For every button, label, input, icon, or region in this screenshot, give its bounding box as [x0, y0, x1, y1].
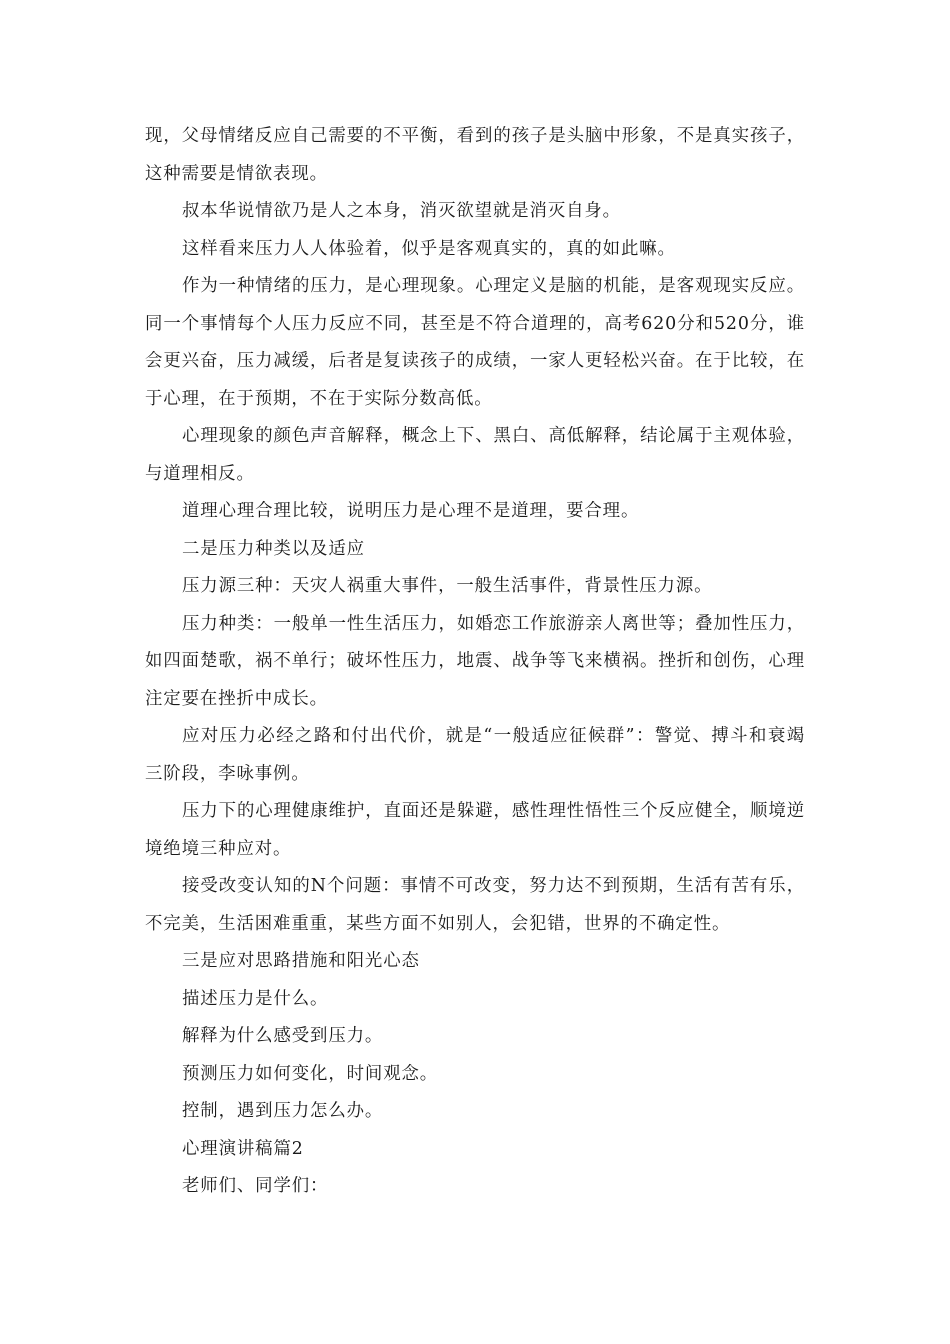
section-heading: 二是压力种类以及适应	[182, 538, 365, 559]
paragraph-continuation: 现，父母情绪反应自己需要的不平衡，看到的孩子是头脑中形象，不是真实孩子，这种需要是情欲表现。	[145, 126, 805, 184]
paragraph: 控制，遇到压力怎么办。	[182, 1101, 384, 1121]
paragraph: 预测压力如何变化，时间观念。	[182, 1063, 439, 1084]
section-heading: 三是应对思路措施和阳光心态	[182, 951, 420, 971]
paragraph: 道理心理合理比较，说明压力是心理不是道理，要合理。	[182, 501, 640, 521]
paragraph: 叔本华说情欲乃是人之本身，消灭欲望就是消灭自身。	[182, 201, 621, 221]
paragraph: 心理现象的颜色声音解释，概念上下、黑白、高低解释，结论属于主观体验，与道理相反。	[145, 426, 805, 484]
paragraph: 描述压力是什么。	[182, 988, 329, 1009]
paragraph: 这样看来压力人人体验着，似乎是客观真实的，真的如此嘛。	[182, 238, 676, 259]
document-body	[145, 118, 805, 1206]
paragraph: 压力源三种：天灾人祸重大事件，一般生活事件，背景性压力源。	[182, 576, 713, 596]
paragraph: 作为一种情绪的压力，是心理现象。心理定义是脑的机能，是客观现实反应。同一个事情每个人压力反应不同，甚至是不符合道理的，高考620分和520分，谁会更兴奋，压力减缓，后者是复读孩子的成绩，一家人更轻松兴奋。在于比较，在于心理，在于预期，不在于实际分数高低。	[145, 276, 805, 409]
paragraph: 压力种类：一般单一性生活压力，如婚恋工作旅游亲人离世等；叠加性压力，如四面楚歌，祸不单行；破坏性压力，地震、战争等飞来横祸。挫折和创伤，心理注定要在挫折中成长。	[145, 613, 805, 709]
salutation: 老师们、同学们：	[182, 1176, 329, 1196]
paragraph: 压力下的心理健康维护，直面还是躲避，感性理性悟性三个反应健全，顺境逆境绝境三种应对。	[145, 801, 805, 859]
paragraph: 解释为什么感受到压力。	[182, 1026, 384, 1046]
section-title: 心理演讲稿篇2	[182, 1138, 304, 1159]
paragraph: 应对压力必经之路和付出代价，就是“一般适应征候群”：警觉、搏斗和衰竭三阶段，李咏事例。	[145, 726, 805, 784]
paragraph: 接受改变认知的N个问题：事情不可改变，努力达不到预期，生活有苦有乐，不完美，生活困难重重，某些方面不如别人，会犯错，世界的不确定性。	[145, 876, 805, 934]
